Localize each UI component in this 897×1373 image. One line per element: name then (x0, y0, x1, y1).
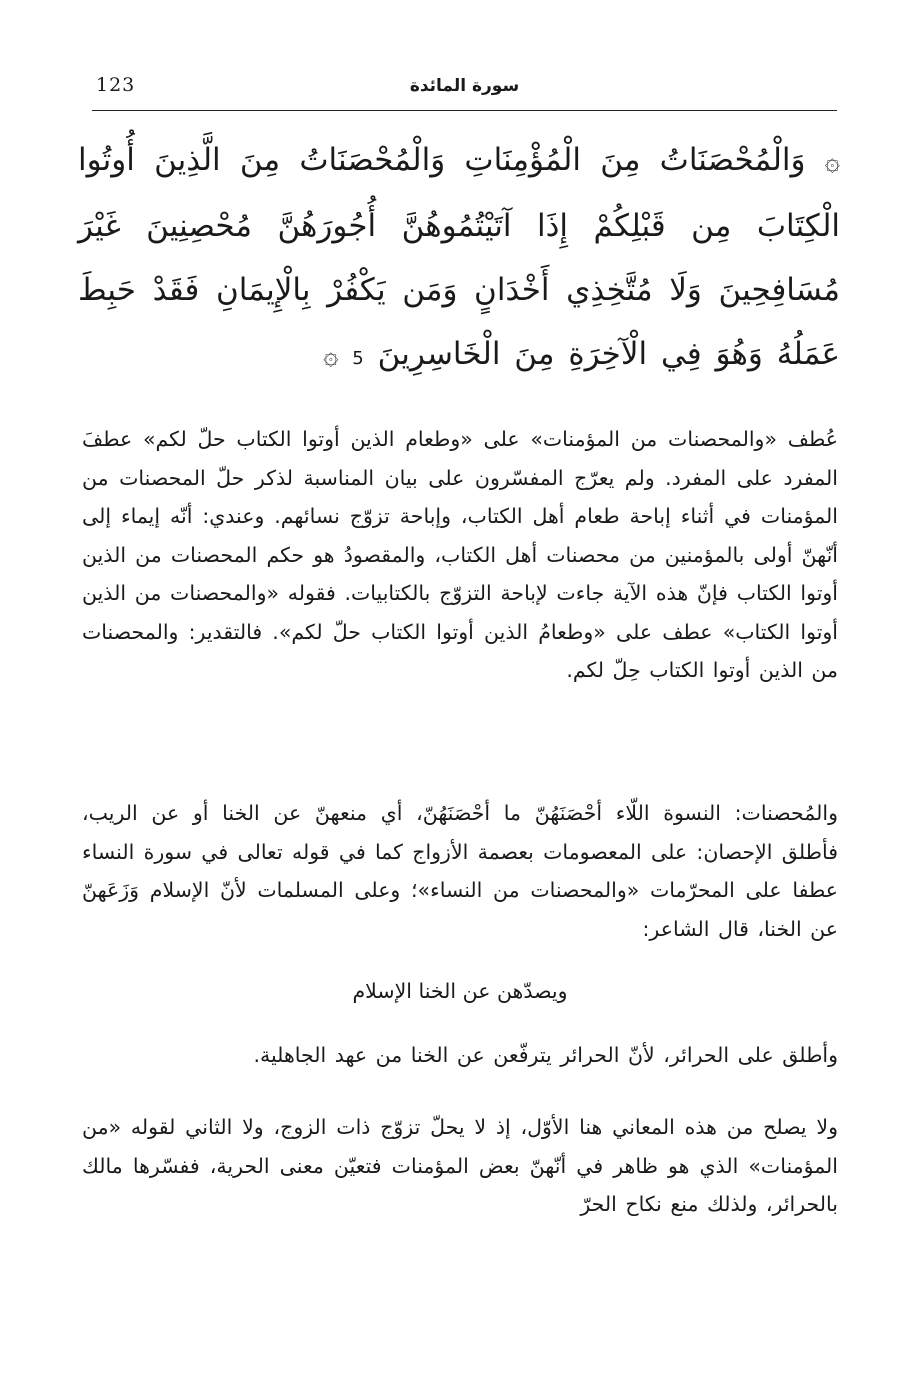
page-number: 123 (96, 74, 136, 96)
commentary-paragraph-3: وأطلق على الحرائر، لأنّ الحرائر يترفّعن عن الخنا من عهد الجاهلية. (253, 1043, 838, 1067)
verse-text: وَالْمُحْصَنَاتُ مِنَ الْمُؤْمِنَاتِ وَالْمُحْصَنَاتُ مِنَ الَّذِينَ أُوتُوا الْكِتَابَ مِن قَبْلِكُمْ إِذَا آتَيْتُمُوهُنَّ أُجُورَهُنَّ مُحْصِنِينَ غَيْرَ مُسَافِحِينَ وَلَا مُتَّخِذِي أَخْدَانٍ وَمَن يَكْفُرْ بِالْإِيمَانِ فَقَدْ حَبِطَ عَمَلُهُ وَهُوَ فِي الْآخِرَةِ مِنَ الْخَاسِرِينَ (78, 142, 840, 372)
verse-ornament-close: ۞ (323, 341, 339, 371)
commentary-paragraph-4: ولا يصلح من هذه المعاني هنا الأوّل، إذ لا يحلّ تزوّج ذات الزوج، ولا الثاني لقوله «من المؤمنات» الذي هو ظاهر في أنّهنّ بعض المؤمنات فتعيّن معنى الحرية، ففسّرها مالك بالحرائر، ولذلك منع نكاح الحرّ (82, 1115, 838, 1216)
commentary-paragraph-1: عُطف «والمحصنات من المؤمنات» على «وطعام الذين أوتوا الكتاب حلّ لكم» عطفَ المفرد على المفرد. ولم يعرّج المفسّرون على بيان المناسبة لذكر حلّ المحصنات من المؤمنات في أثناء إباحة طعام أهل الكتاب، وإباحة تزوّج نسائهم. وعندي: أنّه إيماء إلى أنّهنّ أولى بالمؤمنين من محصنات أهل الكتاب، والمقصودُ هو حكم المحصنات من الذين أوتوا الكتاب فإنّ هذه الآية جاءت لإباحة التزوّج بالكتابيات. فقوله «والمحصنات من الذين أوتوا الكتاب» عطف على «وطعامُ الذين أوتوا الكتاب حلّ لكم». فالتقدير: والمحصنات من الذين أوتوا الكتاب حِلّ لكم. (82, 427, 838, 682)
verse-number: 5 (352, 348, 364, 369)
page-header (92, 74, 837, 111)
commentary-paragraph-2: والمُحصنات: النسوة اللّاء أحْصَنَهُنّ ما أحْصَنَهُنّ، أي منعهنّ عن الخنا أو عن الريب، فأطلق الإحصان: على المعصومات بعصمة الأزواج كما في قوله تعالى في سورة النساء عطفا على المحرّمات «والمحصنات من النساء»؛ وعلى المسلمات لأنّ الإسلام وَزَعَهنّ عن الخنا، قال الشاعر: (82, 801, 838, 941)
quran-verse (78, 128, 840, 391)
poetry-verse: ويصدّهن عن الخنا الإسلام (352, 979, 568, 1003)
running-title: سورة المائدة (409, 76, 520, 96)
verse-ornament-open: ۞ (824, 147, 840, 177)
